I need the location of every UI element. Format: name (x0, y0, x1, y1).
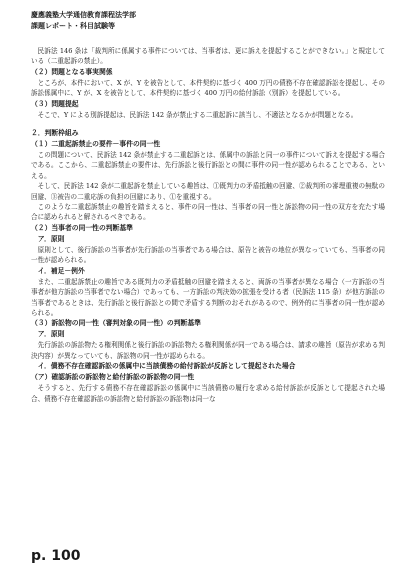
body-paragraph: そこで、Y による別訴提起は、民訴法 142 条が禁止する二重起訴に該当し、不適法となるかが問題となる。 (37, 110, 358, 119)
body-paragraph: このような二重起訴禁止の趣旨を踏まえると、事件の同一性は、当事者の同一性と訴訟物の同一性の双方を充たす場合に認められると解されるべきである。 (31, 203, 385, 222)
page-number: p. 100 (31, 548, 81, 564)
body-paragraph: また、二重起訴禁止の趣旨である既判力の矛盾抵触の回避を踏まえると、両訴の当事者が異なる場合（一方訴訟の当事者が他方訴訟の当事者でない場合）であっても、一方訴訟の判決効の拡張を受ける者（民訴法 115 条）が他方訴訟の当事者であるときは、先行訴訟と後行訴訟との間で矛盾する判断のおそれがあるので、例外的に当事者の同一性が認められる。 (31, 277, 385, 317)
body-paragraph: 先行訴訟の訴訟物たる権利関係と後行訴訟の訴訟物たる権利関係が同一である場合は、請求の趣旨（原告が求める判決内容）が異なっていても、訴訟物の同一性が認められる。 (31, 341, 385, 360)
section-heading: （１）二重起訴禁止の要件－事件の同一性 (31, 140, 161, 149)
section-heading: （３）訴訟物の同一性（審判対象の同一性）の判断基準 (31, 319, 201, 328)
document-header (31, 9, 136, 31)
section-heading: （３）問題提起 (31, 99, 79, 108)
section-heading: イ．債務不存在確認訴訟の係属中に当該債務の給付訴訟が反訴として提起された場合 (37, 362, 296, 371)
header-subtitle: 課題レポート・科目試験等 (31, 21, 115, 30)
section-gap (31, 120, 385, 128)
body-paragraph: そうすると、先行する債務不存在確認訴訟の係属中に当該債務の履行を求める給付訴訟が反訴として提起された場合、債務不存在確認訴訟の訴訟物と給付訴訟の訴訟物は同一な (31, 384, 385, 403)
section-heading: イ．補足－例外 (37, 266, 85, 275)
body-paragraph: そして、民訴法 142 条が二重起訴を禁止している趣旨は、①既判力の矛盾抵触の回避、②裁判所の審理重複の無駄の回避、③被告の二重応訴の負担の回避にあり、①を重視する。 (31, 182, 385, 201)
header-school: 慶應義塾大学通信教育課程法学部 (31, 10, 136, 19)
body-paragraph: ところが、本件において、X が、Y を被告として、本件契約に基づく 400 万円の債務不存在確認訴訟を提起し、その訴訟係属中に、Y が、X を被告として、本件契約に基づく 400 万円の給付訴訟（別訴）を提起している。 (31, 78, 385, 98)
body-paragraph: この問題について、民訴法 142 条が禁止する二重起訴とは、係属中の訴訟と同一の事件について訴えを提起する場合である。ここから、二重起訴禁止の要件は、先行訴訟と後行訴訟との間に事件の同一性が認められることである、といえる。 (31, 151, 385, 180)
section-heading: （２）当事者の同一性の判断基準 (31, 223, 133, 232)
section-heading: ア．原則 (37, 234, 65, 243)
body-paragraph: 原則として、後行訴訟の当事者が先行訴訟の当事者である場合は、原告と被告の地位が異なっていても、当事者の同一性が認められる。 (31, 245, 385, 265)
document-body (31, 46, 385, 404)
section-heading: （２）問題となる事実関係 (31, 67, 113, 76)
section-heading: （ア）確認訴訟の訴訟物と給付訴訟の訴訟物の同一性 (31, 373, 195, 382)
section-heading: ２．判断枠組み (31, 129, 79, 138)
body-paragraph: 民訴法 146 条は「裁判所に係属する事件については、当事者は、更に訴えを提起することができない。」と規定している（二重起訴の禁止）。 (31, 47, 385, 66)
section-heading: ア．原則 (37, 330, 65, 339)
